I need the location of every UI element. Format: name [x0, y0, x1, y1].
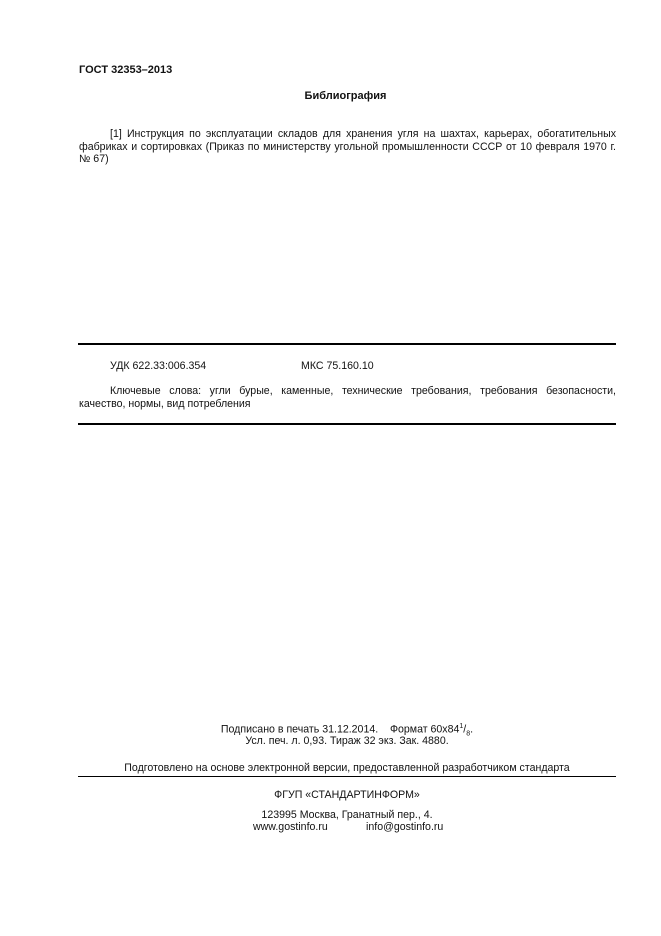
keywords: Ключевые слова: угли бурые, каменные, технические требования, требования безопасности, качество, нормы, вид потребления: [79, 385, 616, 410]
bibliography-entry: [1] Инструкция по эксплуатации складов для хранения угля на шахтах, карьерах, обогатительных фабриках и сортировках (Приказ по министерству угольной промышленности СССР от 10 февраля 1970 г. № 67): [79, 128, 616, 166]
section-title: Библиография: [304, 90, 387, 102]
publisher: ФГУП «СТАНДАРТИНФОРМ»: [274, 789, 420, 801]
divider-top: [78, 343, 616, 345]
email-link[interactable]: info@gostinfo.ru: [366, 821, 444, 833]
print-details: Усл. печ. л. 0,93. Тираж 32 экз. Зак. 4880.: [245, 735, 449, 747]
address: 123995 Москва, Гранатный пер., 4.: [261, 809, 433, 821]
divider-imprint: [78, 776, 616, 777]
prepared-note: Подготовлено на основе электронной версии, предоставленной разработчиком стандарта: [124, 762, 570, 774]
udk-code: УДК 622.33:006.354: [110, 360, 207, 372]
document-code: ГОСТ 32353–2013: [79, 64, 173, 76]
mks-code: МКС 75.160.10: [301, 360, 374, 372]
signed-for-print: Подписано в печать 31.12.2014. Формат $60x84^1/_8$.: [220, 723, 474, 738]
website-link[interactable]: www.gostinfo.ru: [253, 821, 328, 833]
divider-bottom: [78, 423, 616, 425]
